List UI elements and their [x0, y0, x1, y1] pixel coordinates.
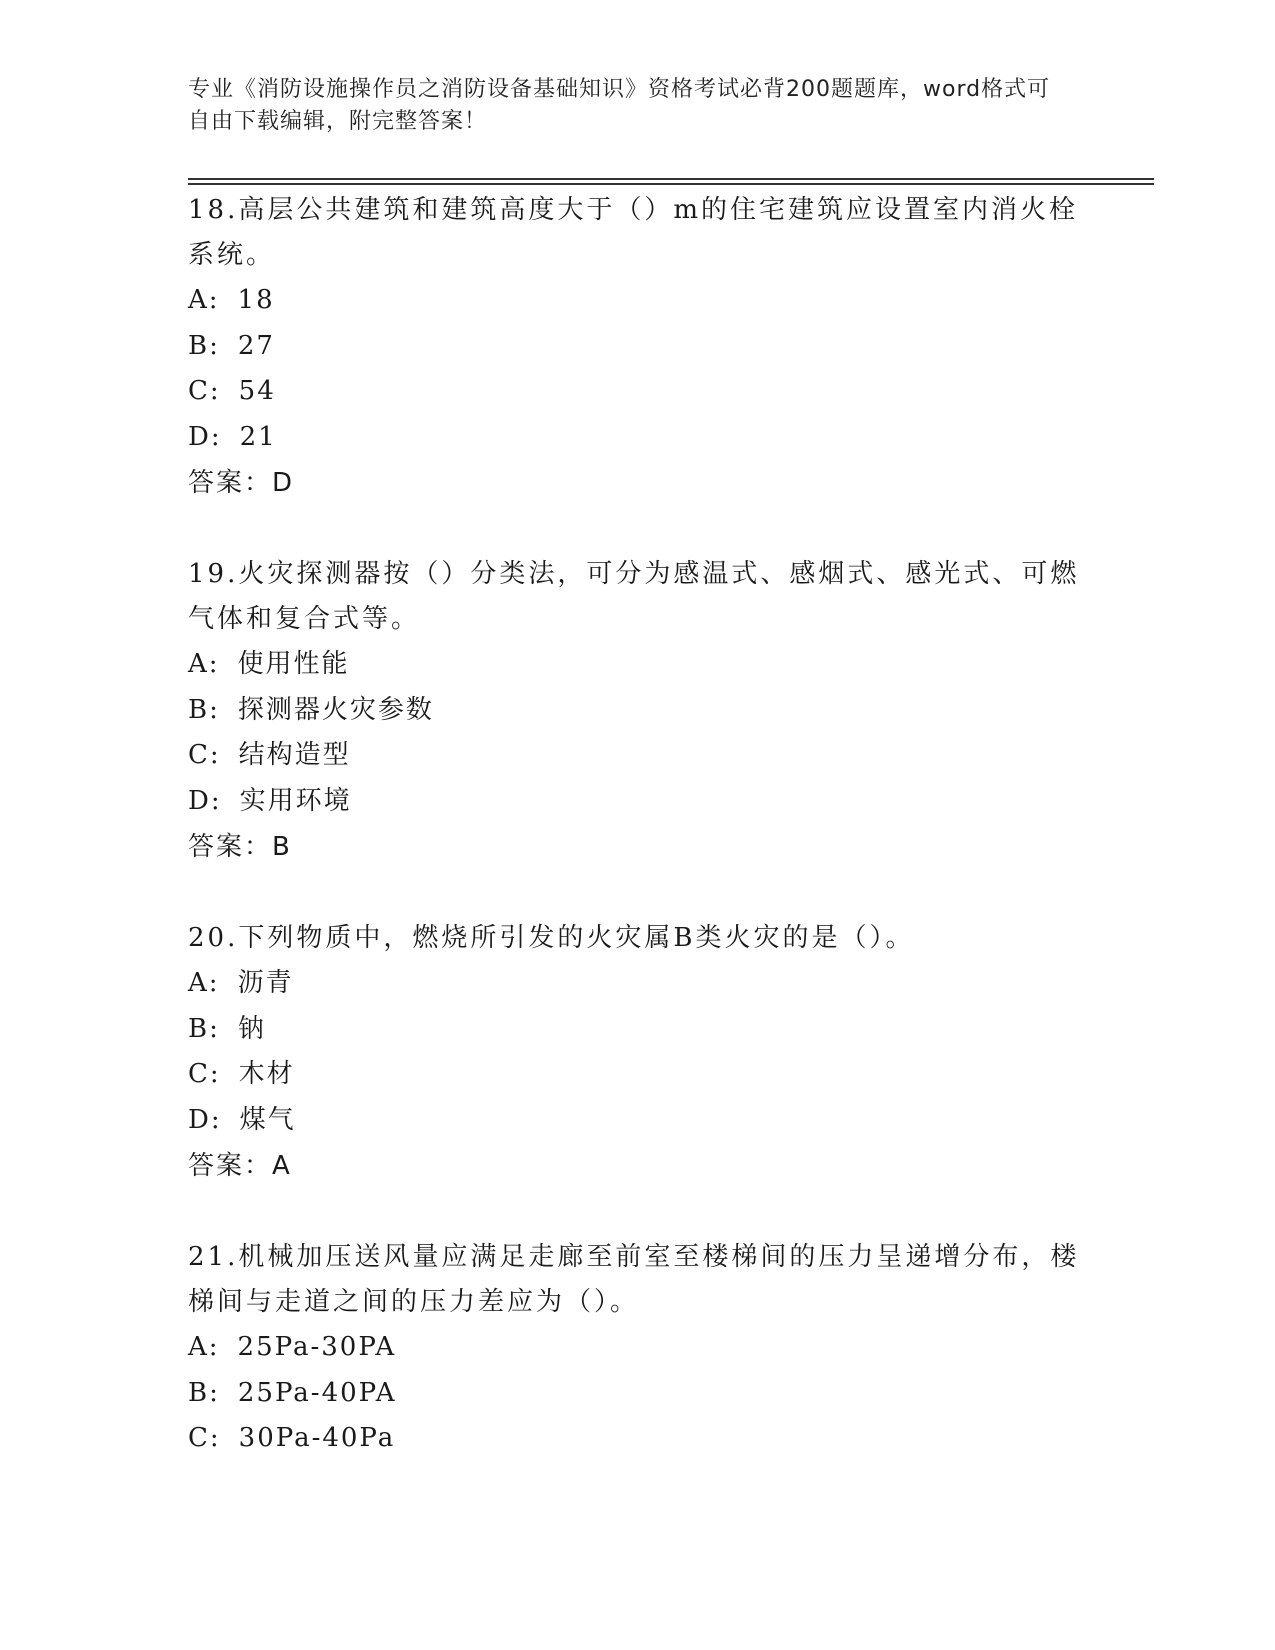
header-divider-bottom — [188, 183, 1154, 185]
option-text: 探测器火灾参数 — [237, 694, 434, 725]
question-21 — [188, 1235, 1088, 1462]
option-a — [188, 278, 1088, 324]
option-text: 21 — [239, 421, 277, 452]
answer-line: 答案：A — [188, 1151, 292, 1181]
question-19 — [188, 552, 1088, 870]
answer-line: 答案：D — [188, 468, 295, 498]
option-d — [188, 1098, 1088, 1144]
option-text: 沥青 — [237, 968, 294, 998]
option-b — [188, 324, 1088, 370]
option-letter: B: — [188, 694, 220, 725]
option-letter: C: — [188, 1059, 221, 1089]
option-letter: A: — [188, 649, 220, 679]
question-stem: 20.下列物质中，燃烧所引发的火灾属B类火灾的是（）。 — [188, 923, 915, 953]
question-20 — [188, 916, 1088, 1189]
option-text: 25Pa-30PA — [237, 1332, 397, 1362]
option-text: 25Pa-40PA — [237, 1377, 397, 1408]
option-b — [188, 1371, 1088, 1417]
header-divider-top — [188, 178, 1154, 180]
option-letter: D: — [188, 421, 222, 452]
option-d — [188, 779, 1088, 825]
option-text: 木材 — [238, 1059, 295, 1089]
option-c — [188, 1052, 1088, 1098]
option-letter: A: — [188, 285, 220, 315]
option-a — [188, 1325, 1088, 1371]
option-c — [188, 1416, 1088, 1462]
option-b — [188, 688, 1088, 734]
option-a — [188, 642, 1088, 688]
option-b — [188, 1007, 1088, 1053]
option-a — [188, 961, 1088, 1007]
question-18 — [188, 188, 1088, 506]
option-letter: D: — [188, 785, 222, 816]
option-letter: B: — [188, 330, 220, 361]
option-letter: C: — [188, 376, 221, 406]
question-stem: 19.火灾探测器按（）分类法，可分为感温式、感烟式、感光式、可燃气体和复合式等。 — [188, 559, 1080, 634]
option-text: 54 — [238, 376, 276, 406]
option-letter: C: — [188, 740, 221, 770]
option-text: 18 — [237, 285, 275, 315]
option-letter: C: — [188, 1423, 221, 1453]
option-letter: D: — [188, 1104, 222, 1135]
option-text: 实用环境 — [239, 785, 352, 816]
question-stem: 18.高层公共建筑和建筑高度大于（）m的住宅建筑应设置室内消火栓系统。 — [188, 195, 1079, 270]
option-text: 使用性能 — [237, 649, 350, 679]
option-text: 煤气 — [239, 1104, 296, 1135]
option-text: 27 — [237, 330, 275, 361]
option-letter: B: — [188, 1013, 220, 1044]
answer-line: 答案：B — [188, 832, 292, 862]
option-c — [188, 733, 1088, 779]
question-stem: 21.机械加压送风量应满足走廊至前室至楼梯间的压力呈递增分布，楼梯间与走道之间的压力差应为（）。 — [188, 1242, 1080, 1317]
option-text: 钠 — [237, 1013, 266, 1044]
option-letter: A: — [188, 1332, 220, 1362]
option-c — [188, 369, 1088, 415]
option-text: 结构造型 — [238, 740, 351, 770]
option-letter: B: — [188, 1377, 220, 1408]
option-letter: A: — [188, 968, 220, 998]
option-text: 30Pa-40Pa — [238, 1423, 396, 1453]
option-d — [188, 415, 1088, 461]
document-header: 专业《消防设施操作员之消防设备基础知识》资格考试必背200题题库，word格式可自由下载编辑，附完整答案！ — [188, 77, 1051, 134]
